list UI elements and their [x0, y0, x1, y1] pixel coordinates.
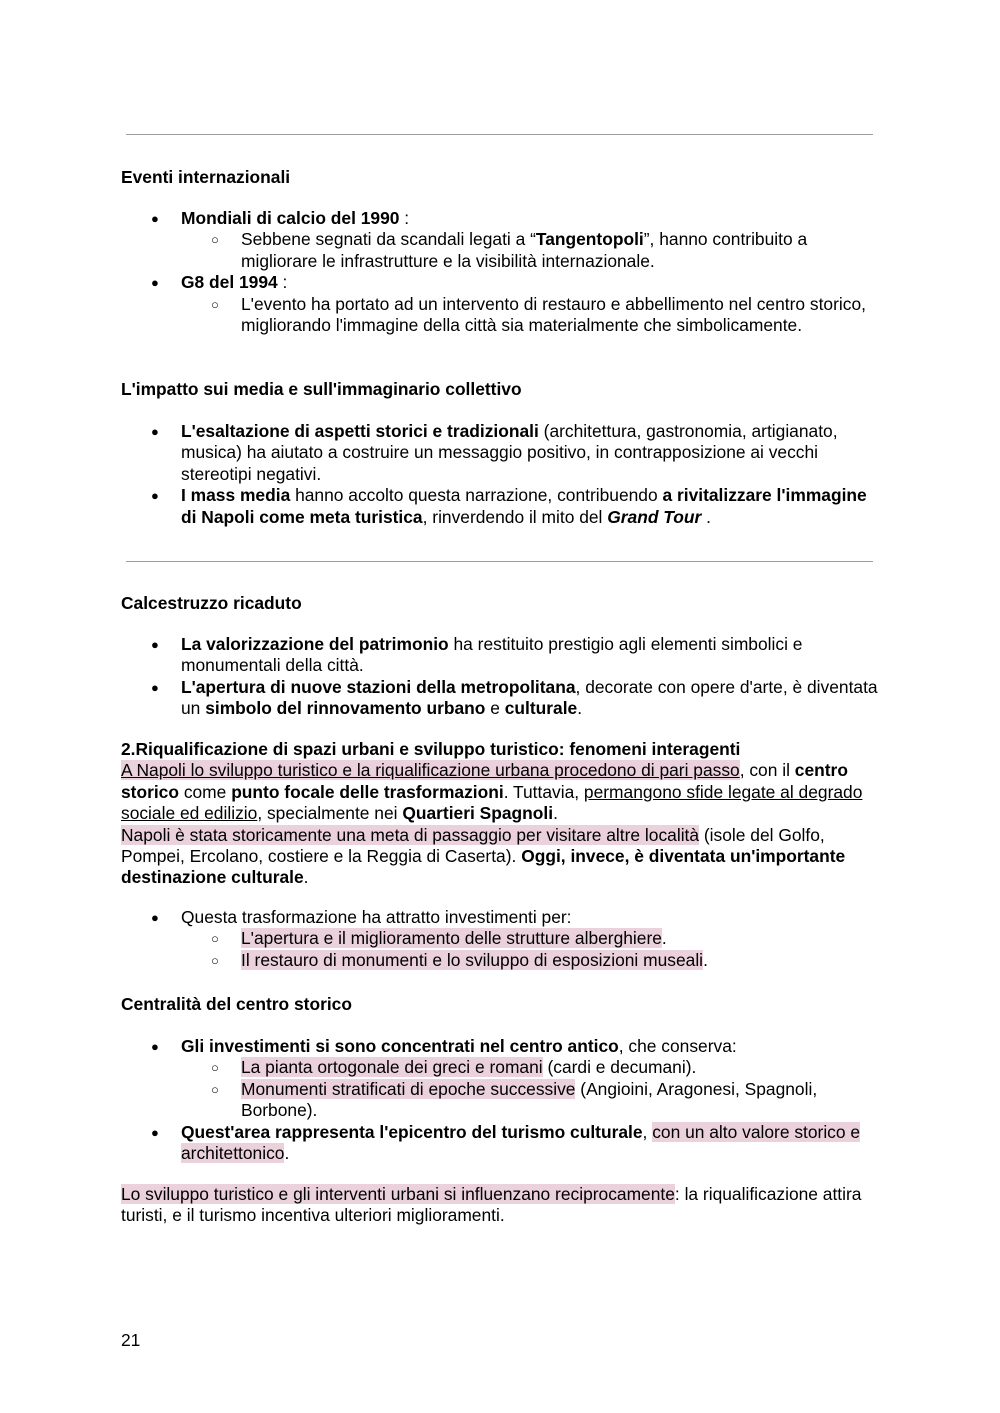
sub-list-item: ○ Il restauro di monumenti e lo sviluppo di esposizioni museali.: [181, 950, 883, 971]
heading-centralita: Centralità del centro storico: [121, 994, 352, 1014]
divider-middle: [126, 561, 873, 562]
list-item: ● Questa trasformazione ha attratto investimenti per: ○ L'apertura e il miglioramento delle strutture alberghiere. ○ Il restauro di monumenti e lo sviluppo di esposizioni museali.: [121, 907, 883, 971]
list-centralita: [121, 1036, 883, 1164]
list-item: ● I mass media hanno accolto questa narrazione, contribuendo a rivitalizzare l'immagine di Napoli come meta turistica, rinverdendo il mito del Grand Tour .: [121, 485, 883, 528]
section-riqualificazione: [121, 739, 883, 889]
list-item: ● L'esaltazione di aspetti storici e tradizionali (architettura, gastronomia, artigianato, musica) ha aiutato a costruire un messaggio positivo, in contrapposizione ai vecchi stereotipi negativi.: [121, 421, 883, 485]
paragraph-pari-passo: A Napoli lo sviluppo turistico e la riqualificazione urbana procedono di pari passo, con il centro storico come punto focale delle trasformazioni. Tuttavia, permangono sfide legate al degrado sociale ed edilizio, specialmente nei Quartieri Spagnoli.: [121, 760, 863, 824]
heading-eventi-internazionali: Eventi internazionali: [121, 167, 291, 187]
divider-top: [126, 134, 873, 135]
list-item: ● Quest'area rappresenta l'epicentro del turismo culturale, con un alto valore storico e architettonico.: [121, 1122, 883, 1165]
list-item: ● L'apertura di nuove stazioni della metropolitana, decorate con opere d'arte, è diventata un simbolo del rinnovamento urbano e culturale.: [121, 677, 883, 720]
list-calcestruzzo: [121, 634, 883, 720]
list-item: ● La valorizzazione del patrimonio ha restituito prestigio agli elementi simbolici e monumentali della città.: [121, 634, 883, 677]
paragraph-conclusione: Lo sviluppo turistico e gli interventi urbani si influenzano reciprocamente: la riqualificazione attira turisti, e il turismo incentiva ulteriori miglioramenti.: [121, 1184, 862, 1226]
sub-list-item: ○ La pianta ortogonale dei greci e romani (cardi e decumani).: [181, 1057, 883, 1078]
page-number: 21: [121, 1330, 141, 1350]
sub-list-item: ○ L'apertura e il miglioramento delle strutture alberghiere.: [181, 928, 883, 949]
paragraph-meta-passaggio: Napoli è stata storicamente una meta di passaggio per visitare altre località (isole del Golfo, Pompei, Ercolano, costiere e la Reggia di Caserta). Oggi, invece, è diventata un'importante destinazione culturale.: [121, 824, 846, 888]
list-item: ● Mondiali di calcio del 1990 : ○ Sebbene segnati da scandali legati a “Tangentopoli”, hanno contribuito a migliorare le infrastrutture e la visibilità internazionale.: [121, 208, 883, 272]
list-investimenti: [121, 907, 883, 971]
heading-calcestruzzo: Calcestruzzo ricaduto: [121, 593, 302, 613]
list-impatto: [121, 421, 883, 528]
list-item: ● G8 del 1994 : ○ L'evento ha portato ad un intervento di restauro e abbellimento nel centro storico, migliorando l'immagine della città sia materialmente che simbolicamente.: [121, 272, 883, 336]
sub-list-item: ○ L'evento ha portato ad un intervento di restauro e abbellimento nel centro storico, migliorando l'immagine della città sia materialmente che simbolicamente.: [181, 294, 883, 337]
list-item: ● Gli investimenti si sono concentrati nel centro antico, che conserva: ○ La pianta ortogonale dei greci e romani (cardi e decumani). ○ Monumenti stratificati di epoche successive (Angioini, Aragonesi, Spagnoli, Borbone).: [121, 1036, 883, 1122]
heading-riqualificazione: 2.Riqualificazione di spazi urbani e sviluppo turistico: fenomeni interagenti: [121, 739, 741, 759]
list-eventi: [121, 208, 883, 336]
heading-impatto-media: L'impatto sui media e sull'immaginario collettivo: [121, 379, 522, 399]
sub-list-item: ○ Monumenti stratificati di epoche successive (Angioini, Aragonesi, Spagnoli, Borbone).: [181, 1079, 883, 1122]
sub-list-item: ○ Sebbene segnati da scandali legati a “Tangentopoli”, hanno contribuito a migliorare le infrastrutture e la visibilità internazionale.: [181, 229, 883, 272]
